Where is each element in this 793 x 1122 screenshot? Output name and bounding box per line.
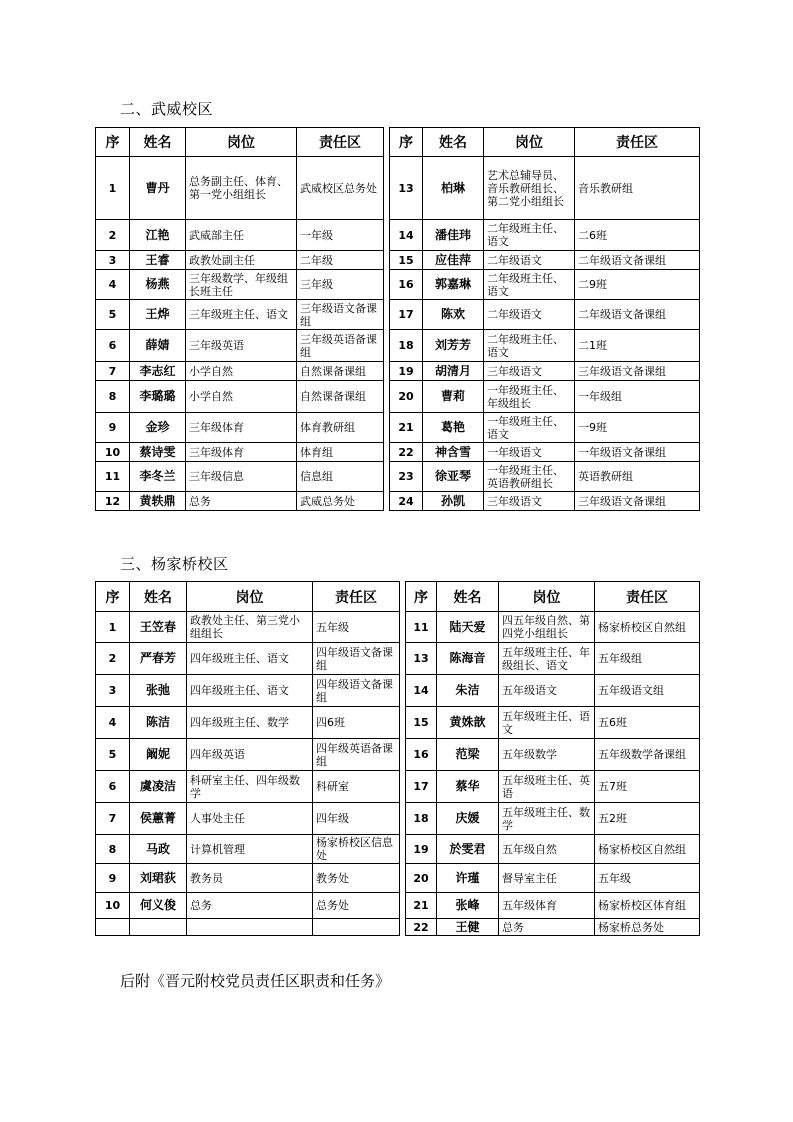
member-responsibility-area: 五7班	[595, 771, 700, 803]
member-name: 刘珺荻	[130, 864, 187, 893]
member-position: 二年级语文	[484, 251, 575, 270]
member-responsibility-area: 杨家桥校区自然组	[595, 835, 700, 864]
member-name: 张峰	[437, 893, 499, 919]
member-responsibility-area: 音乐教研组	[575, 157, 700, 220]
member-name: 李冬兰	[130, 462, 186, 492]
member-position: 小学自然	[186, 381, 297, 413]
member-responsibility-area: 四年级英语备课组	[313, 739, 400, 771]
member-position: 总务	[187, 893, 313, 919]
member-number: 14	[390, 220, 423, 251]
member-responsibility-area: 四年级语文备课组	[313, 675, 400, 707]
member-name: 马政	[130, 835, 187, 864]
member-name: 庆媛	[437, 803, 499, 835]
member-number: 13	[390, 157, 423, 220]
table-row	[96, 919, 700, 936]
member-number: 2	[96, 220, 130, 251]
member-name: 张弛	[130, 675, 187, 707]
member-responsibility-area: 三年级语文备课组	[297, 300, 384, 330]
table-row	[96, 270, 700, 300]
member-responsibility-area: 武威总务处	[297, 492, 384, 511]
member-position: 五年级班主任、英语	[499, 771, 595, 803]
member-position: 三年级体育	[186, 413, 297, 443]
member-name: 金珍	[130, 413, 186, 443]
column-header: 序	[96, 128, 130, 157]
member-number: 8	[96, 381, 130, 413]
member-responsibility-area: 四年级	[313, 803, 400, 835]
member-responsibility-area: 一年级	[297, 220, 384, 251]
member-responsibility-area: 五年级数学备课组	[595, 739, 700, 771]
table-row	[96, 443, 700, 462]
member-name: 江艳	[130, 220, 186, 251]
member-number: 21	[406, 893, 437, 919]
member-position	[187, 919, 313, 936]
table-row	[96, 381, 700, 413]
member-position: 五年级语文	[499, 675, 595, 707]
member-number: 10	[96, 893, 130, 919]
member-responsibility-area: 杨家桥校区信息处	[313, 835, 400, 864]
member-number: 5	[96, 300, 130, 330]
member-responsibility-area: 杨家桥总务处	[595, 919, 700, 936]
column-header: 岗位	[186, 128, 297, 157]
member-number: 5	[96, 739, 130, 771]
table-row	[96, 835, 700, 864]
roster-table-yangjiaqiao	[95, 581, 700, 936]
member-position: 三年级英语	[186, 330, 297, 362]
member-responsibility-area: 科研室	[313, 771, 400, 803]
table-row	[96, 864, 700, 893]
member-name: 应佳萍	[423, 251, 484, 270]
table-row	[96, 492, 700, 511]
member-name: 王笠春	[130, 612, 187, 643]
member-name: 李志红	[130, 362, 186, 381]
table-row	[96, 413, 700, 443]
member-number: 18	[390, 330, 423, 362]
column-header: 序	[390, 128, 423, 157]
column-header: 责任区	[575, 128, 700, 157]
member-responsibility-area: 杨家桥校区自然组	[595, 612, 700, 643]
member-name: 神含雪	[423, 443, 484, 462]
member-name: 严春芳	[130, 643, 187, 675]
member-number: 3	[96, 251, 130, 270]
member-number: 8	[96, 835, 130, 864]
member-number: 7	[96, 803, 130, 835]
member-position: 教务员	[187, 864, 313, 893]
member-responsibility-area: 杨家桥校区体育组	[595, 893, 700, 919]
member-position: 五年级班主任、年级组长、语文	[499, 643, 595, 675]
member-responsibility-area: 二6班	[575, 220, 700, 251]
member-responsibility-area: 三年级语文备课组	[575, 362, 700, 381]
member-position: 三年级语文	[484, 492, 575, 511]
member-name: 柏琳	[423, 157, 484, 220]
member-responsibility-area: 信息组	[297, 462, 384, 492]
column-header: 姓名	[130, 128, 186, 157]
member-position: 三年级语文	[484, 362, 575, 381]
roster-table-wuwei	[95, 127, 700, 511]
member-position: 艺术总辅导员、音乐教研组长、第二党小组组长	[484, 157, 575, 220]
member-position: 五年级班主任、数学	[499, 803, 595, 835]
member-name	[130, 919, 187, 936]
member-name: 许瑾	[437, 864, 499, 893]
member-position: 小学自然	[186, 362, 297, 381]
table-header-row	[96, 582, 700, 612]
section-title-yangjiaqiao: 三、杨家桥校区	[120, 555, 229, 573]
member-position: 总务副主任、体育、第一党小组组长	[186, 157, 297, 220]
member-name: 王健	[437, 919, 499, 936]
column-header: 姓名	[423, 128, 484, 157]
member-responsibility-area: 五2班	[595, 803, 700, 835]
member-position: 督导室主任	[499, 864, 595, 893]
member-number: 11	[406, 612, 437, 643]
member-position: 四年级英语	[187, 739, 313, 771]
member-position: 总务	[499, 919, 595, 936]
member-name: 郭嘉琳	[423, 270, 484, 300]
member-number: 16	[390, 270, 423, 300]
member-responsibility-area: 英语教研组	[575, 462, 700, 492]
member-position: 政教处主任、第三党小组组长	[187, 612, 313, 643]
member-name: 葛艳	[423, 413, 484, 443]
member-name: 黄姝歆	[437, 707, 499, 739]
member-responsibility-area: 五6班	[595, 707, 700, 739]
member-responsibility-area: 总务处	[313, 893, 400, 919]
column-header: 序	[96, 582, 130, 612]
member-position: 四年级班主任、语文	[187, 675, 313, 707]
member-position: 三年级信息	[186, 462, 297, 492]
table-row	[96, 707, 700, 739]
member-name: 蔡华	[437, 771, 499, 803]
member-responsibility-area: 二年级语文备课组	[575, 300, 700, 330]
member-name: 曹丹	[130, 157, 186, 220]
member-responsibility-area: 教务处	[313, 864, 400, 893]
member-position: 五年级数学	[499, 739, 595, 771]
member-responsibility-area: 四6班	[313, 707, 400, 739]
member-responsibility-area: 二年级	[297, 251, 384, 270]
member-name: 徐亚琴	[423, 462, 484, 492]
table-row	[96, 251, 700, 270]
column-header: 责任区	[313, 582, 400, 612]
member-name: 阚妮	[130, 739, 187, 771]
member-number: 15	[390, 251, 423, 270]
member-name: 陆天爱	[437, 612, 499, 643]
member-position: 计算机管理	[187, 835, 313, 864]
column-header: 姓名	[437, 582, 499, 612]
member-number: 17	[406, 771, 437, 803]
table-row	[96, 462, 700, 492]
member-position: 五年级自然	[499, 835, 595, 864]
member-name: 朱洁	[437, 675, 499, 707]
member-name: 薛婧	[130, 330, 186, 362]
member-number: 22	[406, 919, 437, 936]
member-name: 范梁	[437, 739, 499, 771]
member-position: 二年级班主任、语文	[484, 270, 575, 300]
member-responsibility-area: 自然课备课组	[297, 362, 384, 381]
member-responsibility-area: 五年级	[313, 612, 400, 643]
member-number: 7	[96, 362, 130, 381]
member-number: 15	[406, 707, 437, 739]
table-row	[96, 803, 700, 835]
member-responsibility-area: 自然课备课组	[297, 381, 384, 413]
table-row	[96, 612, 700, 643]
member-responsibility-area: 二9班	[575, 270, 700, 300]
member-position: 二年级班主任、语文	[484, 220, 575, 251]
member-name: 黄轶鼎	[130, 492, 186, 511]
section-title-wuwei: 二、武威校区	[120, 100, 214, 118]
member-responsibility-area: 五年级组	[595, 643, 700, 675]
member-name: 曹莉	[423, 381, 484, 413]
member-name: 胡清月	[423, 362, 484, 381]
member-responsibility-area	[313, 919, 400, 936]
member-number: 24	[390, 492, 423, 511]
member-number: 9	[96, 864, 130, 893]
member-responsibility-area: 三年级语文备课组	[575, 492, 700, 511]
member-name: 蔡诗雯	[130, 443, 186, 462]
table-row	[96, 300, 700, 330]
member-position: 一年级班主任、年级组长	[484, 381, 575, 413]
member-responsibility-area: 一年级语文备课组	[575, 443, 700, 462]
member-name: 何义俊	[130, 893, 187, 919]
column-header: 岗位	[484, 128, 575, 157]
table-row	[96, 330, 700, 362]
member-position: 五年级班主任、语文	[499, 707, 595, 739]
member-number: 14	[406, 675, 437, 707]
member-number: 22	[390, 443, 423, 462]
table-row	[96, 220, 700, 251]
member-number: 2	[96, 643, 130, 675]
member-responsibility-area: 武威校区总务处	[297, 157, 384, 220]
member-name: 侯蕙菁	[130, 803, 187, 835]
member-responsibility-area: 一9班	[575, 413, 700, 443]
member-position: 一年级班主任、英语教研组长	[484, 462, 575, 492]
member-position: 二年级班主任、语文	[484, 330, 575, 362]
member-number: 13	[406, 643, 437, 675]
member-number: 3	[96, 675, 130, 707]
member-responsibility-area: 五年级	[595, 864, 700, 893]
member-number: 19	[390, 362, 423, 381]
member-number: 23	[390, 462, 423, 492]
table-row	[96, 771, 700, 803]
table-header-row	[96, 128, 700, 157]
table-row	[96, 643, 700, 675]
member-number: 18	[406, 803, 437, 835]
member-number: 12	[96, 492, 130, 511]
member-position: 三年级班主任、语文	[186, 300, 297, 330]
member-position: 二年级语文	[484, 300, 575, 330]
member-position: 四年级班主任、语文	[187, 643, 313, 675]
member-name: 陈海音	[437, 643, 499, 675]
member-number: 6	[96, 330, 130, 362]
member-position: 政教处副主任	[186, 251, 297, 270]
member-responsibility-area: 三年级	[297, 270, 384, 300]
member-responsibility-area: 体育教研组	[297, 413, 384, 443]
column-header: 责任区	[595, 582, 700, 612]
member-position: 三年级体育	[186, 443, 297, 462]
member-responsibility-area: 一年级组	[575, 381, 700, 413]
column-header: 姓名	[130, 582, 187, 612]
member-responsibility-area: 二年级语文备课组	[575, 251, 700, 270]
member-number: 20	[406, 864, 437, 893]
member-number: 19	[406, 835, 437, 864]
member-number: 10	[96, 443, 130, 462]
member-position: 三年级数学、年级组长班主任	[186, 270, 297, 300]
member-name: 李璐璐	[130, 381, 186, 413]
member-number: 16	[406, 739, 437, 771]
member-name: 虞凌洁	[130, 771, 187, 803]
member-name: 刘芳芳	[423, 330, 484, 362]
member-responsibility-area: 三年级英语备课组	[297, 330, 384, 362]
member-name: 王烨	[130, 300, 186, 330]
member-responsibility-area: 二1班	[575, 330, 700, 362]
member-name: 王睿	[130, 251, 186, 270]
column-header: 岗位	[187, 582, 313, 612]
column-header: 岗位	[499, 582, 595, 612]
member-number: 17	[390, 300, 423, 330]
member-name: 陈欢	[423, 300, 484, 330]
member-name: 孙凯	[423, 492, 484, 511]
member-responsibility-area: 体育组	[297, 443, 384, 462]
member-number: 1	[96, 612, 130, 643]
member-number: 20	[390, 381, 423, 413]
member-name: 潘佳玮	[423, 220, 484, 251]
table-row	[96, 893, 700, 919]
member-number: 1	[96, 157, 130, 220]
member-number: 11	[96, 462, 130, 492]
table-row	[96, 739, 700, 771]
member-position: 人事处主任	[187, 803, 313, 835]
member-position: 五年级体育	[499, 893, 595, 919]
member-position: 四五年级自然、第四党小组组长	[499, 612, 595, 643]
column-header: 责任区	[297, 128, 384, 157]
member-position: 科研室主任、四年级数学	[187, 771, 313, 803]
member-number	[96, 919, 130, 936]
member-number: 4	[96, 707, 130, 739]
member-number: 4	[96, 270, 130, 300]
member-number: 6	[96, 771, 130, 803]
member-responsibility-area: 五年级语文组	[595, 675, 700, 707]
member-name: 陈洁	[130, 707, 187, 739]
table-row	[96, 675, 700, 707]
member-position: 四年级班主任、数学	[187, 707, 313, 739]
appendix-note: 后附《晋元附校党员责任区职责和任务》	[120, 972, 391, 990]
member-position: 一年级语文	[484, 443, 575, 462]
member-position: 一年级班主任、语文	[484, 413, 575, 443]
member-name: 於雯君	[437, 835, 499, 864]
member-position: 总务	[186, 492, 297, 511]
member-responsibility-area: 四年级语文备课组	[313, 643, 400, 675]
table-row	[96, 157, 700, 220]
member-number: 21	[390, 413, 423, 443]
member-name: 杨燕	[130, 270, 186, 300]
column-header: 序	[406, 582, 437, 612]
table-row	[96, 362, 700, 381]
member-number: 9	[96, 413, 130, 443]
member-position: 武威部主任	[186, 220, 297, 251]
